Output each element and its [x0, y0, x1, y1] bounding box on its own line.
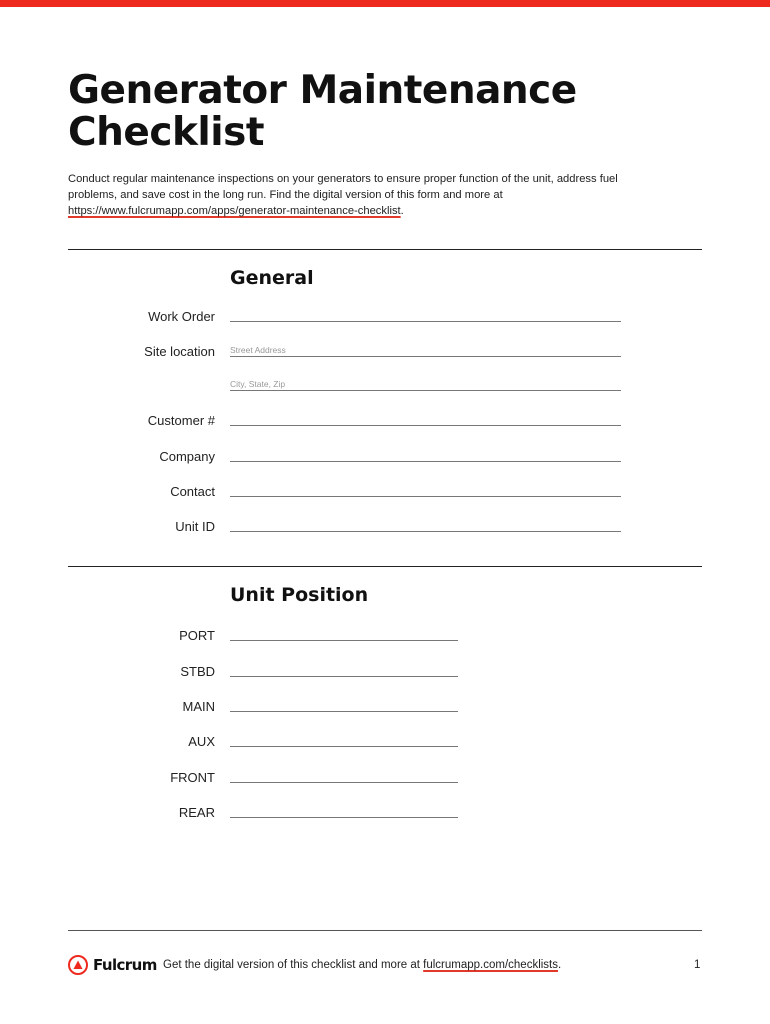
intro-paragraph	[68, 171, 638, 219]
input-line-main[interactable]	[230, 711, 458, 712]
input-line-street-address[interactable]	[230, 356, 621, 357]
page-number: 1	[694, 959, 701, 971]
field-label: Site location	[144, 344, 215, 359]
section-divider-unit-position	[68, 566, 702, 567]
field-label: FRONT	[170, 770, 215, 785]
field-rear	[0, 804, 770, 824]
field-main	[0, 698, 770, 718]
field-aux	[0, 733, 770, 753]
street-address-hint: Street Address	[230, 345, 286, 355]
field-city-state-zip	[0, 377, 770, 397]
input-line-customer-number[interactable]	[230, 425, 621, 426]
field-site-location	[0, 343, 770, 363]
field-unit-id	[0, 518, 770, 538]
footer-link[interactable]: fulcrumapp.com/checklists	[423, 959, 559, 971]
field-label: STBD	[180, 664, 215, 679]
footer-period: .	[558, 959, 562, 971]
section-title-unit-position: Unit Position	[230, 584, 369, 606]
field-company	[0, 448, 770, 468]
input-line-aux[interactable]	[230, 746, 458, 747]
field-label: Contact	[170, 484, 215, 499]
fulcrum-logo-icon	[68, 955, 88, 975]
field-label: Customer #	[147, 413, 215, 428]
intro-link[interactable]: https://www.fulcrumapp.com/apps/generator-maintenance-checklist	[68, 205, 401, 217]
footer-text: Get the digital version of this checklist and more at	[163, 959, 424, 971]
field-port	[0, 627, 770, 647]
footer-note	[163, 959, 561, 971]
footer-divider	[68, 930, 702, 931]
field-label: Company	[159, 449, 215, 464]
input-line-port[interactable]	[230, 640, 458, 641]
intro-period: .	[400, 205, 404, 217]
field-front	[0, 769, 770, 789]
city-state-zip-hint: City, State, Zip	[230, 379, 286, 389]
section-title-general: General	[230, 267, 314, 289]
section-divider-general	[68, 249, 702, 250]
field-contact	[0, 483, 770, 503]
field-label: Unit ID	[175, 519, 215, 534]
input-line-front[interactable]	[230, 782, 458, 783]
page-title: Generator Maintenance Checklist	[68, 68, 577, 155]
field-customer-number	[0, 412, 770, 432]
field-work-order	[0, 308, 770, 328]
field-label: MAIN	[182, 699, 215, 714]
field-label: AUX	[188, 734, 215, 749]
fulcrum-logo-text: Fulcrum	[93, 956, 157, 974]
input-line-company[interactable]	[230, 461, 621, 462]
field-label: REAR	[178, 805, 215, 820]
input-line-city-state-zip[interactable]	[230, 390, 621, 391]
field-label: Work Order	[148, 309, 215, 324]
input-line-stbd[interactable]	[230, 676, 458, 677]
input-line-rear[interactable]	[230, 817, 458, 818]
input-line-contact[interactable]	[230, 496, 621, 497]
intro-text: Conduct regular maintenance inspections on your generators to ensure proper function of the unit, address fuel problems, and save cost in the long run. Find the digital version of this form and more at	[68, 173, 618, 201]
field-stbd	[0, 663, 770, 683]
field-label: PORT	[179, 628, 215, 643]
top-accent-bar	[0, 0, 770, 7]
input-line-work-order[interactable]	[230, 321, 621, 322]
input-line-unit-id[interactable]	[230, 531, 621, 532]
